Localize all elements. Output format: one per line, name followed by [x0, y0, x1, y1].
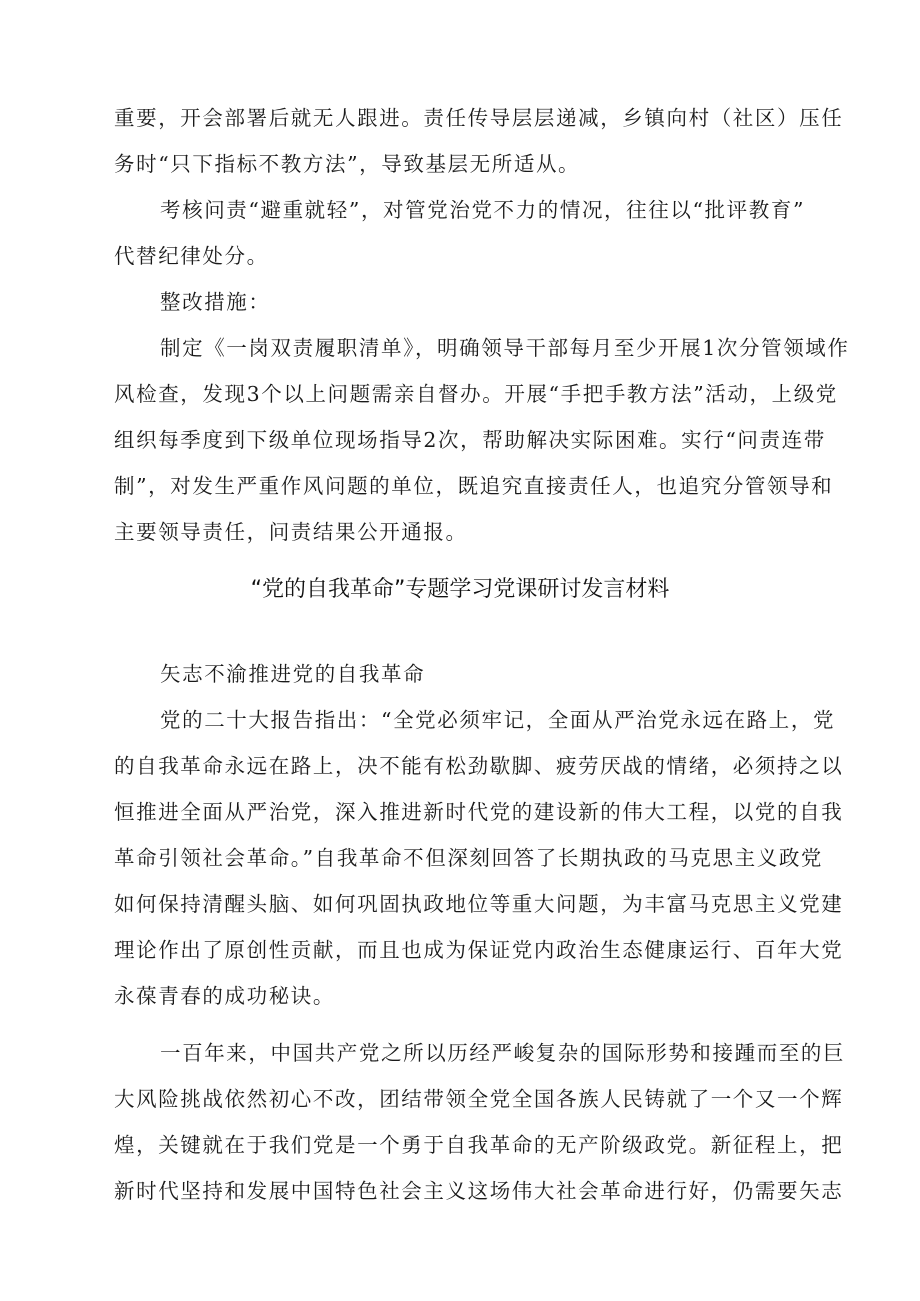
paragraph-line: 煌，关键就在于我们党是一个勇于自我革命的无产阶级政党。新征程上，把: [114, 1133, 844, 1157]
paragraph-line: 考核问责“避重就轻”，对管党治党不力的情况，往往以“批评教育”: [160, 198, 806, 222]
paragraph-line: 理论作出了原创性贡献，而且也成为保证党内政治生态健康运行、百年大党: [114, 938, 844, 962]
section-label: 整改措施：: [160, 290, 271, 314]
paragraph-line: 制定《一岗双责履职清单》，明确领导干部每月至少开展1次分管领域作: [160, 336, 850, 360]
paragraph-line: 大风险挑战依然初心不改，团结带领全党全国各族人民铸就了一个又一个辉: [114, 1087, 844, 1111]
paragraph-line: 风检查，发现3个以上问题需亲自督办。开展“手把手教方法”活动，上级党: [114, 382, 838, 406]
document-title: “党的自我革命”专题学习党课研讨发言材料: [250, 577, 670, 602]
paragraph-line: 组织每季度到下级单位现场指导2次，帮助解决实际困难。实行“问责连带: [114, 428, 826, 452]
paragraph-line: 革命引领社会革命。”自我革命不但深刻回答了长期执政的马克思主义政党: [114, 846, 824, 870]
paragraph-line: 务时“只下指标不教方法”，导致基层无所适从。: [114, 152, 581, 176]
paragraph-line: 制”，对发生严重作风问题的单位，既追究直接责任人，也追究分管领导和: [114, 474, 834, 498]
paragraph-line: 永葆青春的成功秘诀。: [114, 984, 335, 1008]
subtitle: 矢志不渝推进党的自我革命: [160, 662, 426, 686]
paragraph-line: 新时代坚持和发展中国特色社会主义这场伟大社会革命进行好，仍需要矢志: [114, 1179, 844, 1203]
paragraph-line: 主要领导责任，问责结果公开通报。: [114, 520, 468, 544]
paragraph-line: 如何保持清醒头脑、如何巩固执政地位等重大问题，为丰富马克思主义党建: [114, 892, 844, 916]
paragraph-line: 党的二十大报告指出：“全党必须牢记，全面从严治党永远在路上，党: [160, 708, 836, 732]
paragraph-line: 代替纪律处分。: [114, 244, 269, 268]
paragraph-line: 一百年来，中国共产党之所以历经严峻复杂的国际形势和接踵而至的巨: [160, 1041, 846, 1065]
paragraph-line: 的自我革命永远在路上，决不能有松劲歇脚、疲劳厌战的情绪，必须持之以: [114, 754, 844, 778]
paragraph-line: 恒推进全面从严治党，深入推进新时代党的建设新的伟大工程，以党的自我: [114, 800, 844, 824]
paragraph-line: 重要，开会部署后就无人跟进。责任传导层层递减，乡镇向村（社区）压任: [114, 106, 844, 130]
